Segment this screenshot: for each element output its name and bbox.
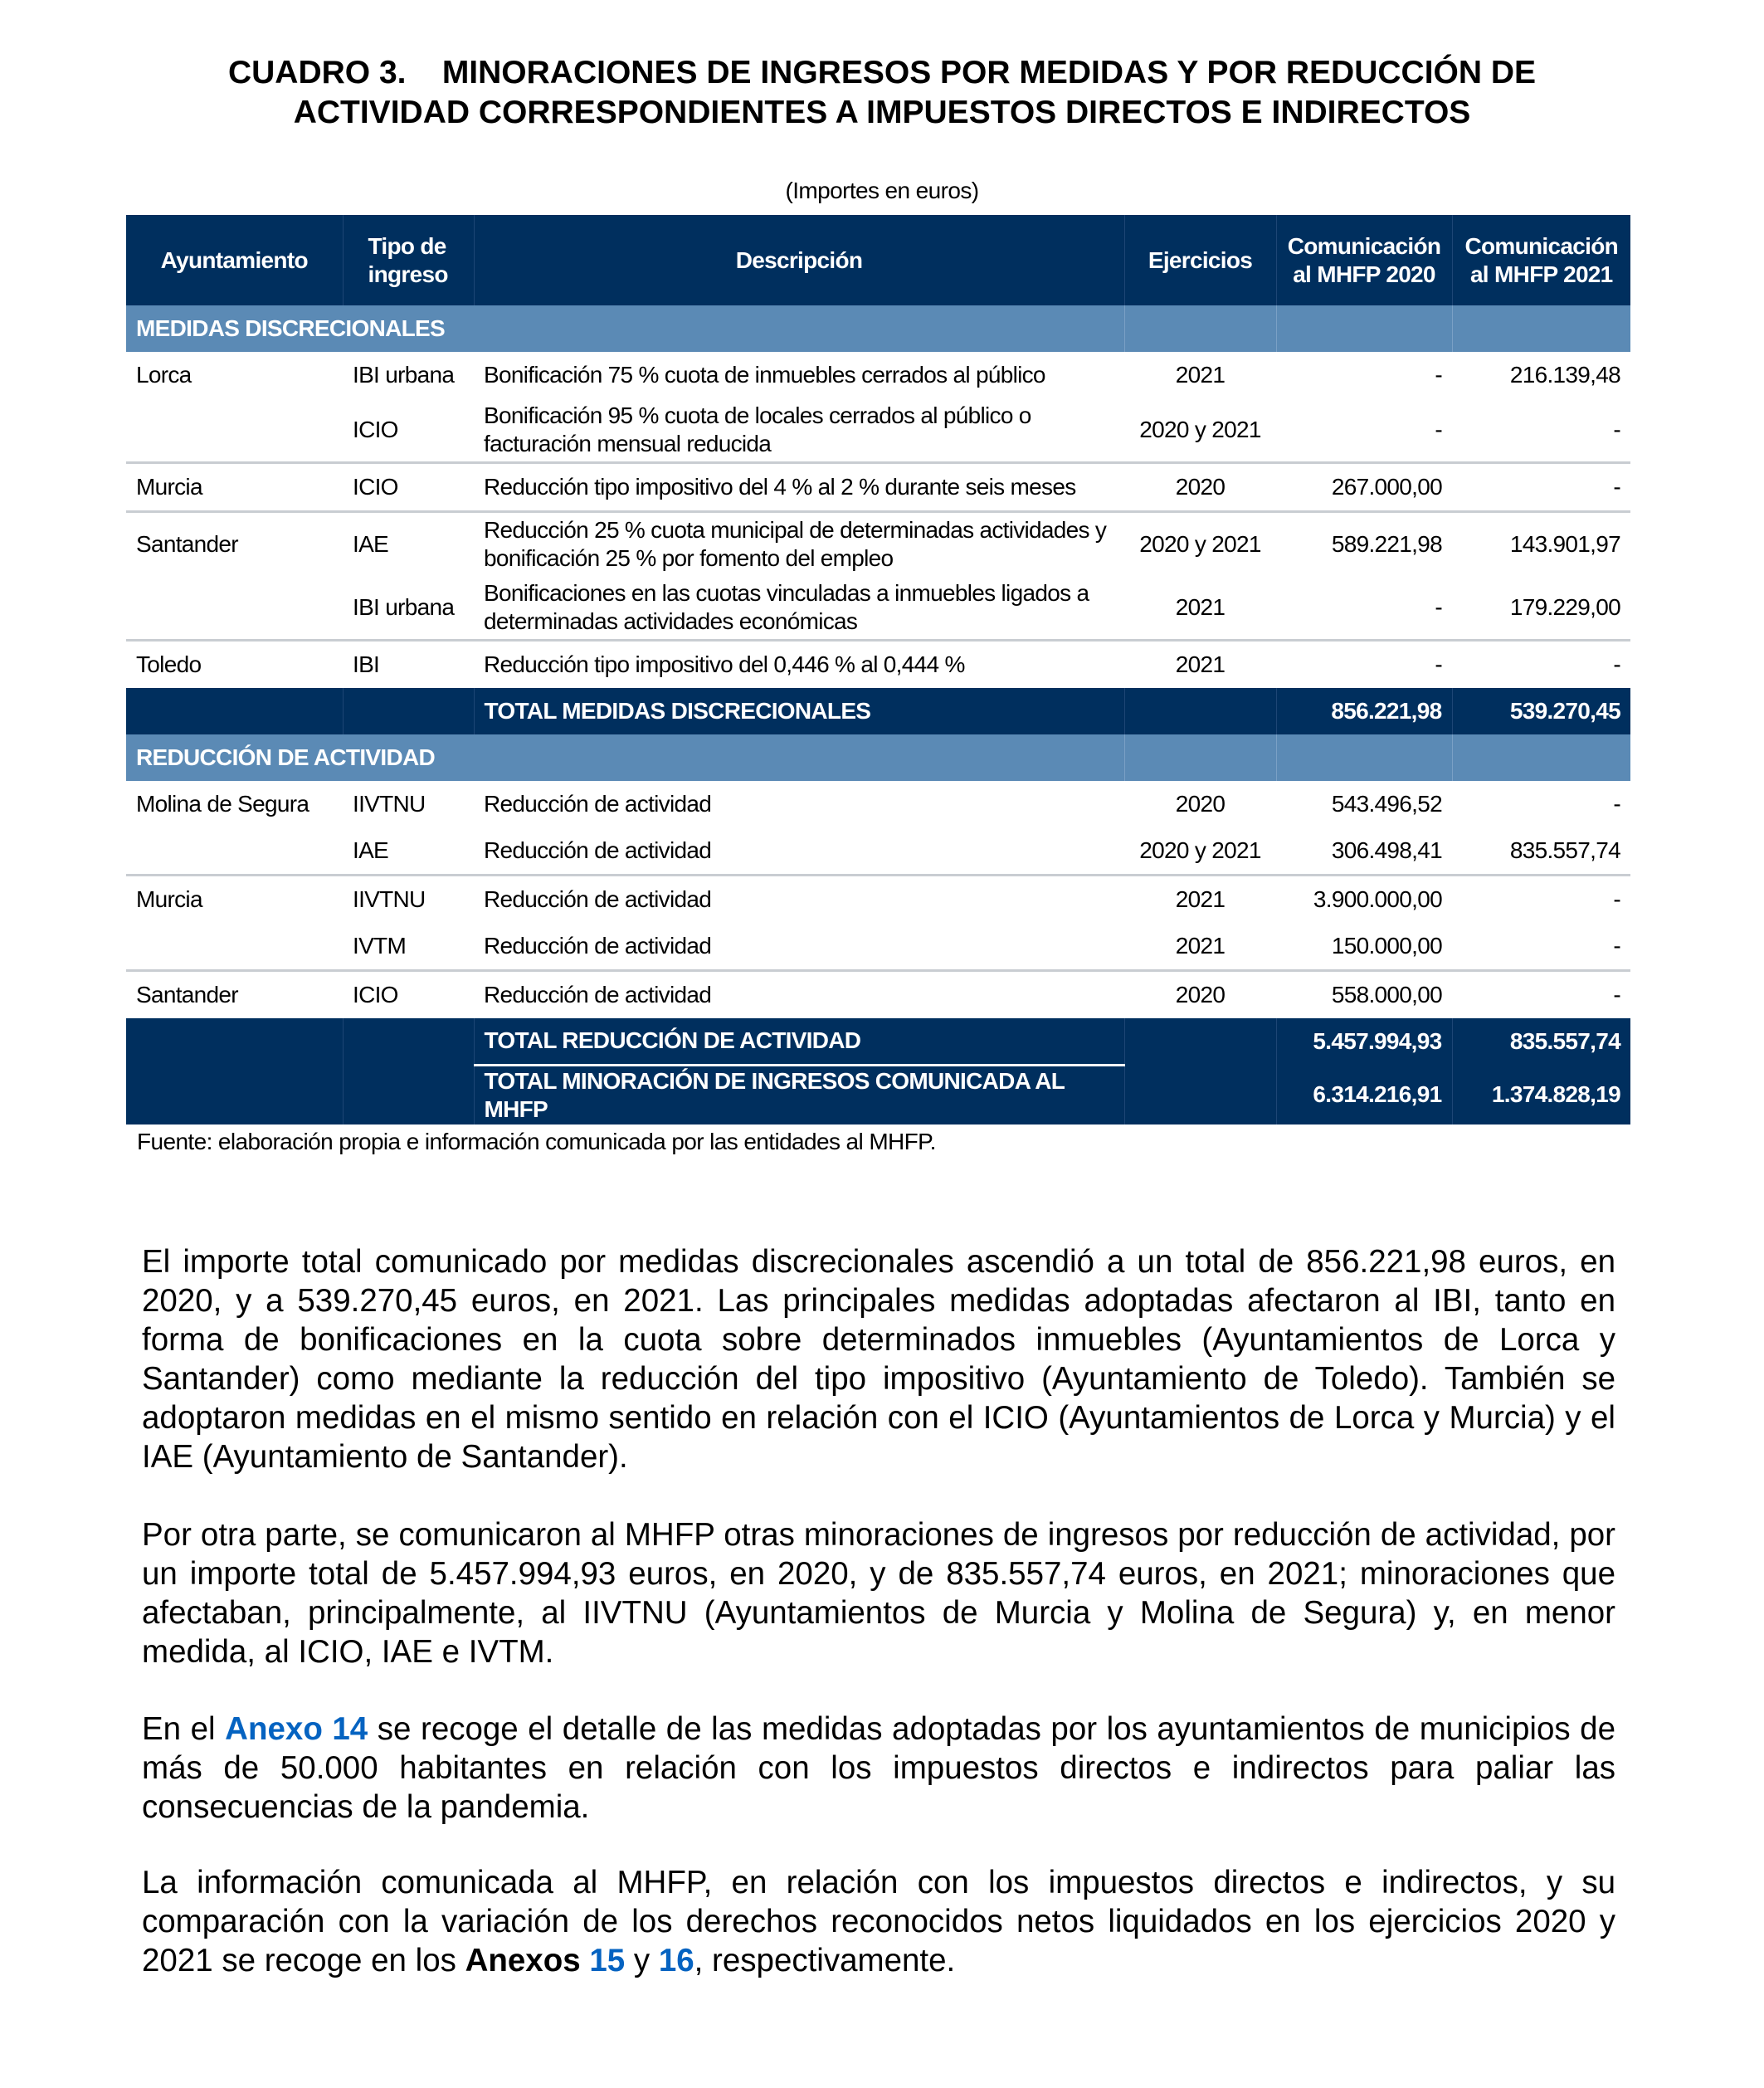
table-row: [126, 463, 1630, 512]
descripcion-cell: Reducción de actividad: [484, 837, 712, 863]
table-row: [126, 512, 1630, 577]
com-2020-cell: -: [1435, 362, 1442, 388]
text: En el: [142, 1711, 226, 1747]
table-row: [126, 827, 1630, 876]
col-com-2020: Comunicación al MHFP 2020: [1276, 215, 1452, 305]
ayuntamiento-cell: Murcia: [126, 876, 343, 924]
com-2021-cell: -: [1452, 463, 1630, 512]
total-row: [126, 1018, 1630, 1065]
ejercicios-cell: 2021: [1175, 933, 1226, 959]
paragraph-1: El importe total comunicado por medidas discrecionales ascendió a un total de 856.221,98 euros, en 2020, y a 539.270,45 euros, en 2021. Las principales medidas adoptadas afectaron al IBI, tanto en forma de bonificaciones en la cuota sobre determinados inmuebles (Ayuntamientos de Lorca y Santander) como mediante la reducción del tipo impositivo (Ayuntamiento de Toledo). También se adoptaron medidas en el mismo sentido en relación con el ICIO (Ayuntamientos de Lorca y Murcia) y el IAE (Ayuntamiento de Santander).: [142, 1244, 1615, 1475]
text: La información comunicada al MHFP, en relación con los impuestos directos e indirectos, y su comparación con la variación de los derechos reconocidos netos liquidados en los ejercicios 2020 y 2021 se recoge en los: [142, 1865, 1615, 1978]
descripcion-cell: Bonificación 75 % cuota de inmuebles cerrados al público: [484, 362, 1045, 388]
com-2020-cell: 150.000,00: [1331, 933, 1442, 959]
empty-cell: [126, 1018, 343, 1065]
empty-cell: [343, 1065, 474, 1124]
com-2021-cell: -: [1613, 417, 1620, 442]
ejercicios-cell: 2020 y 2021: [1139, 837, 1261, 863]
anexos-label: Anexos: [465, 1943, 581, 1978]
total-label: TOTAL MEDIDAS DISCRECIONALES: [474, 688, 1124, 734]
total-2021: 539.270,45: [1452, 688, 1630, 734]
table-row: [126, 781, 1630, 827]
table-row: [126, 876, 1630, 924]
empty-cell: [1124, 688, 1276, 734]
ayuntamiento-cell: Santander: [126, 971, 343, 1019]
ayuntamiento-cell: Santander: [126, 512, 343, 577]
com-2021-cell: -: [1452, 641, 1630, 689]
descripcion-cell: Bonificación 95 % cuota de locales cerrados al público o facturación mensual reducida: [484, 402, 1031, 456]
source-note: Fuente: elaboración propia e información comunicada por las entidades al MHFP.: [137, 1129, 936, 1154]
tipo-cell: IIVTNU: [343, 876, 474, 924]
descripcion-cell: Reducción tipo impositivo del 0,446 % al 0,444 %: [474, 641, 1124, 689]
tipo-cell: ICIO: [343, 463, 474, 512]
table-row: [126, 398, 1630, 463]
title-line-1: CUADRO 3. MINORACIONES DE INGRESOS POR MEDIDAS Y POR REDUCCIÓN DE: [227, 55, 1537, 90]
empty-cell: [1452, 305, 1630, 352]
com-2020-cell: 306.498,41: [1331, 837, 1442, 863]
col-ejercicios: Ejercicios: [1124, 215, 1276, 305]
empty-cell: [126, 688, 343, 734]
text: se recoge el detalle de las medidas adoptadas por los ayuntamientos de municipios de más de 50.000 habitantes en relación con los impuestos directos e indirectos para paliar las consecuencias de la pandemia.: [142, 1711, 1615, 1825]
ayuntamiento-cell: Toledo: [126, 641, 343, 689]
tipo-cell: IBI: [343, 641, 474, 689]
tipo-cell: IAE: [343, 512, 474, 577]
empty-cell: [126, 1065, 343, 1124]
total-2021: 1.374.828,19: [1452, 1065, 1630, 1124]
ejercicios-cell: 2021: [1124, 641, 1276, 689]
text: , respectivamente.: [694, 1943, 956, 1978]
total-2020: 856.221,98: [1276, 688, 1452, 734]
com-2021-cell: 143.901,97: [1452, 512, 1630, 577]
descripcion-cell: Reducción de actividad: [484, 791, 712, 817]
paragraph-4: [142, 1863, 1615, 1980]
paragraph-2: Por otra parte, se comunicaron al MHFP otras minoraciones de ingresos por reducción de actividad, por un importe total de 5.457.994,93 euros, en 2020, y de 835.557,74 euros, en 2021; minoraciones que afectaban, principalmente, al IIVTNU (Ayuntamientos de Murcia y Molina de Segura) y, en menor medida, al ICIO, IAE e IVTM.: [142, 1517, 1615, 1670]
com-2021-cell: -: [1613, 791, 1620, 817]
table-row: [126, 352, 1630, 398]
empty-cell: [1452, 734, 1630, 781]
ayuntamiento-cell: Murcia: [126, 463, 343, 512]
com-2020-cell: 3.900.000,00: [1276, 876, 1452, 924]
units-note: (Importes en euros): [785, 178, 979, 203]
com-2021-cell: 179.229,00: [1509, 594, 1620, 620]
ejercicios-cell: 2020 y 2021: [1124, 512, 1276, 577]
ayuntamiento-cell: [126, 923, 343, 971]
com-2020-cell: -: [1276, 641, 1452, 689]
com-2020-cell: 543.496,52: [1331, 791, 1442, 817]
anexo-15-link[interactable]: 15: [589, 1943, 626, 1978]
section-header: [126, 305, 1630, 352]
com-2021-cell: -: [1452, 971, 1630, 1019]
empty-cell: [343, 688, 474, 734]
header-row: [126, 215, 1630, 305]
section-label: REDUCCIÓN DE ACTIVIDAD: [126, 734, 1124, 781]
com-2021-cell: 216.139,48: [1509, 362, 1620, 388]
table-row: [126, 641, 1630, 689]
total-2020: 6.314.216,91: [1276, 1065, 1452, 1124]
table-title: [124, 53, 1640, 133]
descripcion-cell: Reducción tipo impositivo del 4 % al 2 % durante seis meses: [474, 463, 1124, 512]
ejercicios-cell: 2020 y 2021: [1139, 417, 1261, 442]
col-tipo: Tipo de ingreso: [343, 215, 474, 305]
ayuntamiento-cell: [126, 398, 343, 463]
ayuntamiento-cell: [126, 827, 343, 876]
section-header: [126, 734, 1630, 781]
tipo-cell: IBI urbana: [353, 594, 455, 620]
title-line-2: ACTIVIDAD CORRESPONDIENTES A IMPUESTOS DIRECTOS E INDIRECTOS: [293, 95, 1471, 130]
empty-cell: [1276, 305, 1452, 352]
anexo-16-link[interactable]: 16: [658, 1943, 694, 1978]
empty-cell: [1124, 734, 1276, 781]
anexo-14-link[interactable]: Anexo 14: [225, 1711, 368, 1747]
total-row: [126, 1065, 1630, 1124]
ayuntamiento-cell: [126, 576, 343, 641]
empty-cell: [1276, 734, 1452, 781]
tipo-cell: ICIO: [353, 417, 398, 442]
tipo-cell: IBI urbana: [353, 362, 455, 388]
data-table: [126, 215, 1630, 1124]
com-2020-cell: 267.000,00: [1276, 463, 1452, 512]
com-2021-cell: -: [1613, 933, 1620, 959]
ejercicios-cell: 2020: [1124, 971, 1276, 1019]
ayuntamiento-cell: Molina de Segura: [136, 791, 309, 817]
com-2020-cell: -: [1435, 417, 1442, 442]
ejercicios-cell: 2021: [1124, 876, 1276, 924]
text: y: [625, 1943, 659, 1978]
com-2020-cell: -: [1435, 594, 1442, 620]
empty-cell: [343, 1018, 474, 1065]
total-row: [126, 688, 1630, 734]
total-label: TOTAL REDUCCIÓN DE ACTIVIDAD: [474, 1018, 1124, 1065]
col-com-2021: Comunicación al MHFP 2021: [1452, 215, 1630, 305]
empty-cell: [1124, 305, 1276, 352]
col-ayuntamiento: Ayuntamiento: [126, 215, 343, 305]
col-descripcion: Descripción: [474, 215, 1124, 305]
ayuntamiento-cell: Lorca: [136, 362, 192, 388]
total-label: TOTAL MINORACIÓN DE INGRESOS COMUNICADA AL MHFP: [474, 1065, 1124, 1124]
ejercicios-cell: 2021: [1175, 362, 1226, 388]
com-2020-cell: 589.221,98: [1276, 512, 1452, 577]
ejercicios-cell: 2021: [1175, 594, 1226, 620]
paragraph-3: [142, 1710, 1615, 1827]
ejercicios-cell: 2020: [1124, 463, 1276, 512]
descripcion-cell: Bonificaciones en las cuotas vinculadas a inmuebles ligados a determinadas actividades económicas: [484, 580, 1089, 634]
descripcion-cell: Reducción 25 % cuota municipal de determinadas actividades y bonificación 25 % por fomento del empleo: [474, 512, 1124, 577]
total-2020: 5.457.994,93: [1276, 1018, 1452, 1065]
total-2021: 835.557,74: [1452, 1018, 1630, 1065]
table-row: [126, 971, 1630, 1019]
empty-cell: [1124, 1018, 1276, 1065]
tipo-cell: IAE: [353, 837, 389, 863]
table-row: [126, 923, 1630, 971]
descripcion-cell: Reducción de actividad: [484, 933, 712, 959]
tipo-cell: ICIO: [343, 971, 474, 1019]
com-2021-cell: 835.557,74: [1509, 837, 1620, 863]
table-row: [126, 576, 1630, 641]
ejercicios-cell: 2020: [1175, 791, 1226, 817]
section-label: MEDIDAS DISCRECIONALES: [126, 305, 1124, 352]
com-2021-cell: -: [1452, 876, 1630, 924]
descripcion-cell: Reducción de actividad: [474, 971, 1124, 1019]
tipo-cell: IIVTNU: [353, 791, 426, 817]
com-2020-cell: 558.000,00: [1276, 971, 1452, 1019]
descripcion-cell: Reducción de actividad: [474, 876, 1124, 924]
empty-cell: [1124, 1065, 1276, 1124]
tipo-cell: IVTM: [353, 933, 407, 959]
